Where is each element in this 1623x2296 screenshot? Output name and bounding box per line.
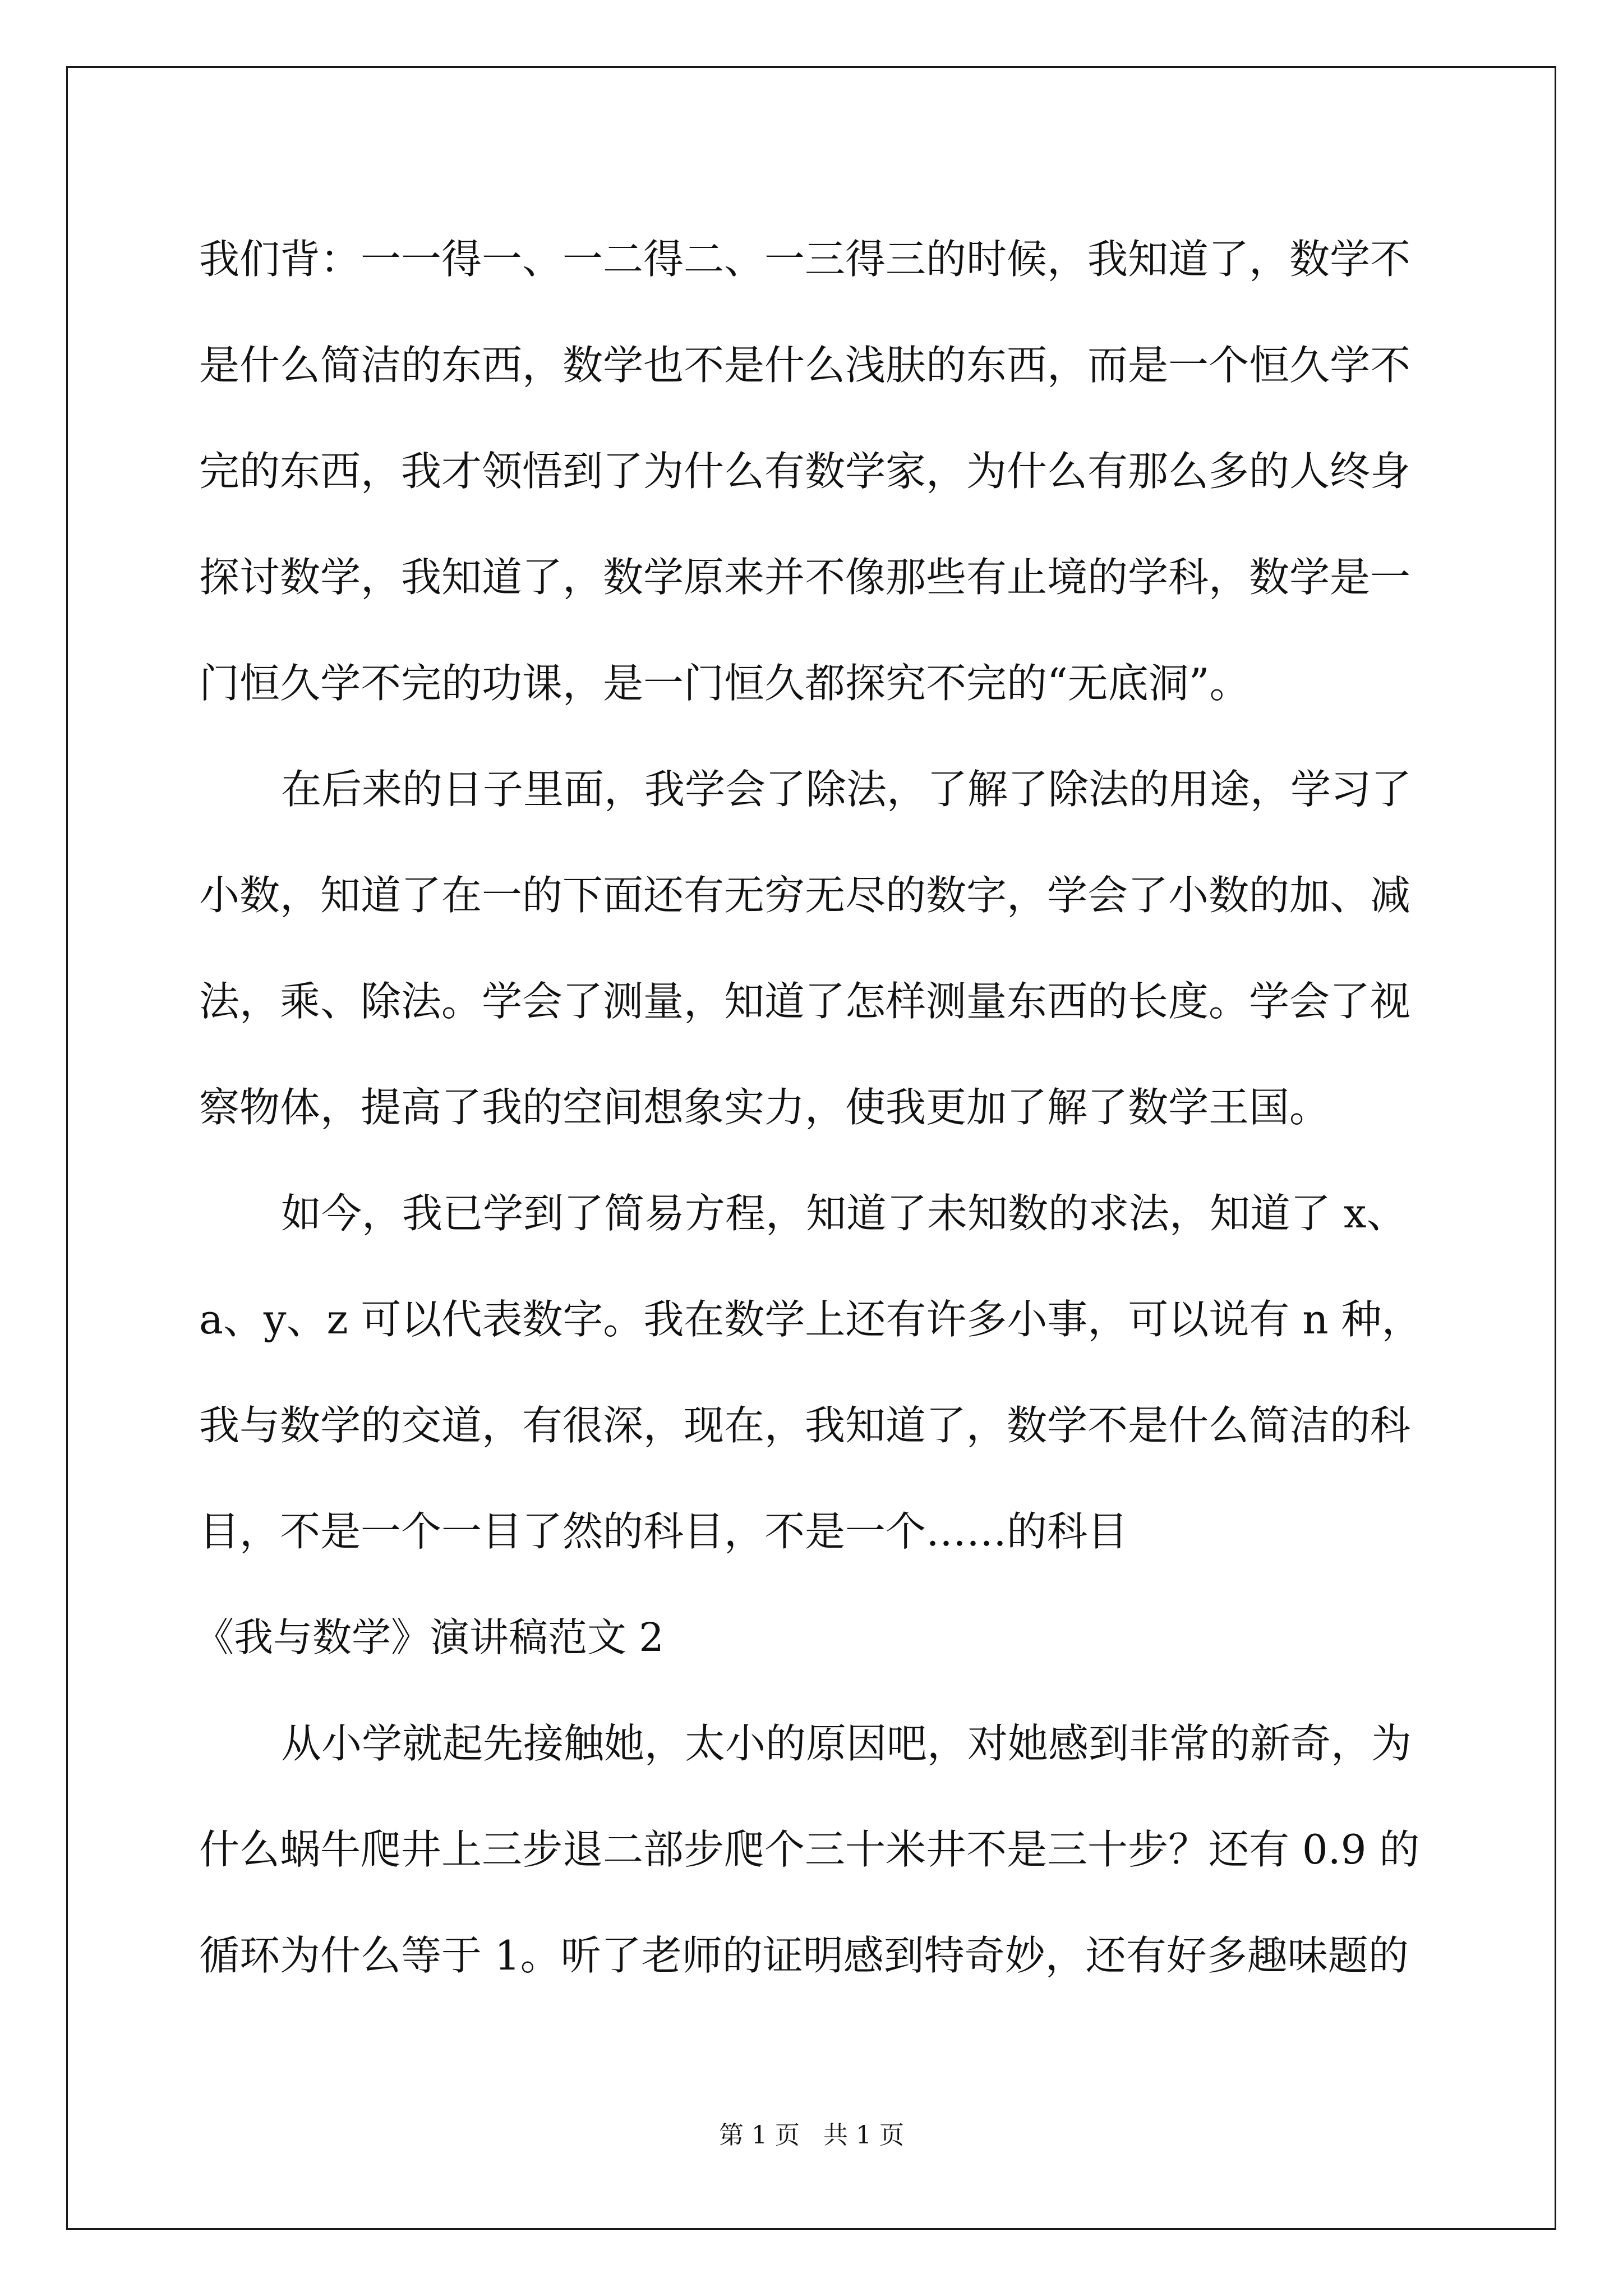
page-footer: 第 1 页 共 1 页 xyxy=(719,2121,904,2150)
text-line: 小数，知道了在一的下面还有无穷无尽的数字，学会了小数的加、减 xyxy=(199,872,1411,919)
text-line: a、y、z 可以代表数字。我在数学上还有许多小事，可以说有 n 种， xyxy=(199,1296,1422,1343)
text-line: 从小学就起先接触她，太小的原因吧，对她感到非常的新奇，为 xyxy=(281,1720,1412,1767)
section-heading: 《我与数学》演讲稿范文 2 xyxy=(195,1614,664,1660)
text-line: 探讨数学，我知道了，数学原来并不像那些有止境的学科，数学是一 xyxy=(199,554,1411,601)
text-line: 完的东西，我才领悟到了为什么有数学家，为什么有那么多的人终身 xyxy=(199,448,1411,495)
text-line: 门恒久学不完的功课，是一门恒久都探究不完的“无底洞”。 xyxy=(199,660,1250,707)
text-line: 目，不是一个一目了然的科目，不是一个……的科目 xyxy=(199,1508,1128,1555)
text-line: 是什么简洁的东西，数学也不是什么浅肤的东西，而是一个恒久学不 xyxy=(199,342,1411,389)
text-line: 法，乘、除法。学会了测量，知道了怎样测量东西的长度。学会了视 xyxy=(199,978,1411,1025)
paragraph-2 xyxy=(199,737,1433,1161)
text-line: 在后来的日子里面，我学会了除法，了解了除法的用途，学习了 xyxy=(281,766,1412,813)
text-line: 察物体，提高了我的空间想象实力，使我更加了解了数学王国。 xyxy=(199,1084,1330,1131)
text-line: 我与数学的交道，有很深，现在，我知道了，数学不是什么简洁的科 xyxy=(199,1402,1411,1449)
document-body xyxy=(195,206,1433,2009)
paragraph-4 xyxy=(199,1691,1433,2009)
paragraph-1 xyxy=(199,206,1433,737)
text-line: 如今，我已学到了简易方程，知道了未知数的求法，知道了 x、 xyxy=(281,1190,1407,1237)
text-line: 循环为什么等于 1。听了老师的证明感到特奇妙，还有好多趣味题的 xyxy=(199,1932,1409,1979)
text-line: 我们背：一一得一、一二得二、一三得三的时候，我知道了，数学不 xyxy=(199,236,1411,283)
paragraph-3 xyxy=(199,1161,1433,1585)
text-line: 什么蜗牛爬井上三步退二部步爬个三十米井不是三十步？还有 0.9 的 xyxy=(199,1826,1420,1873)
